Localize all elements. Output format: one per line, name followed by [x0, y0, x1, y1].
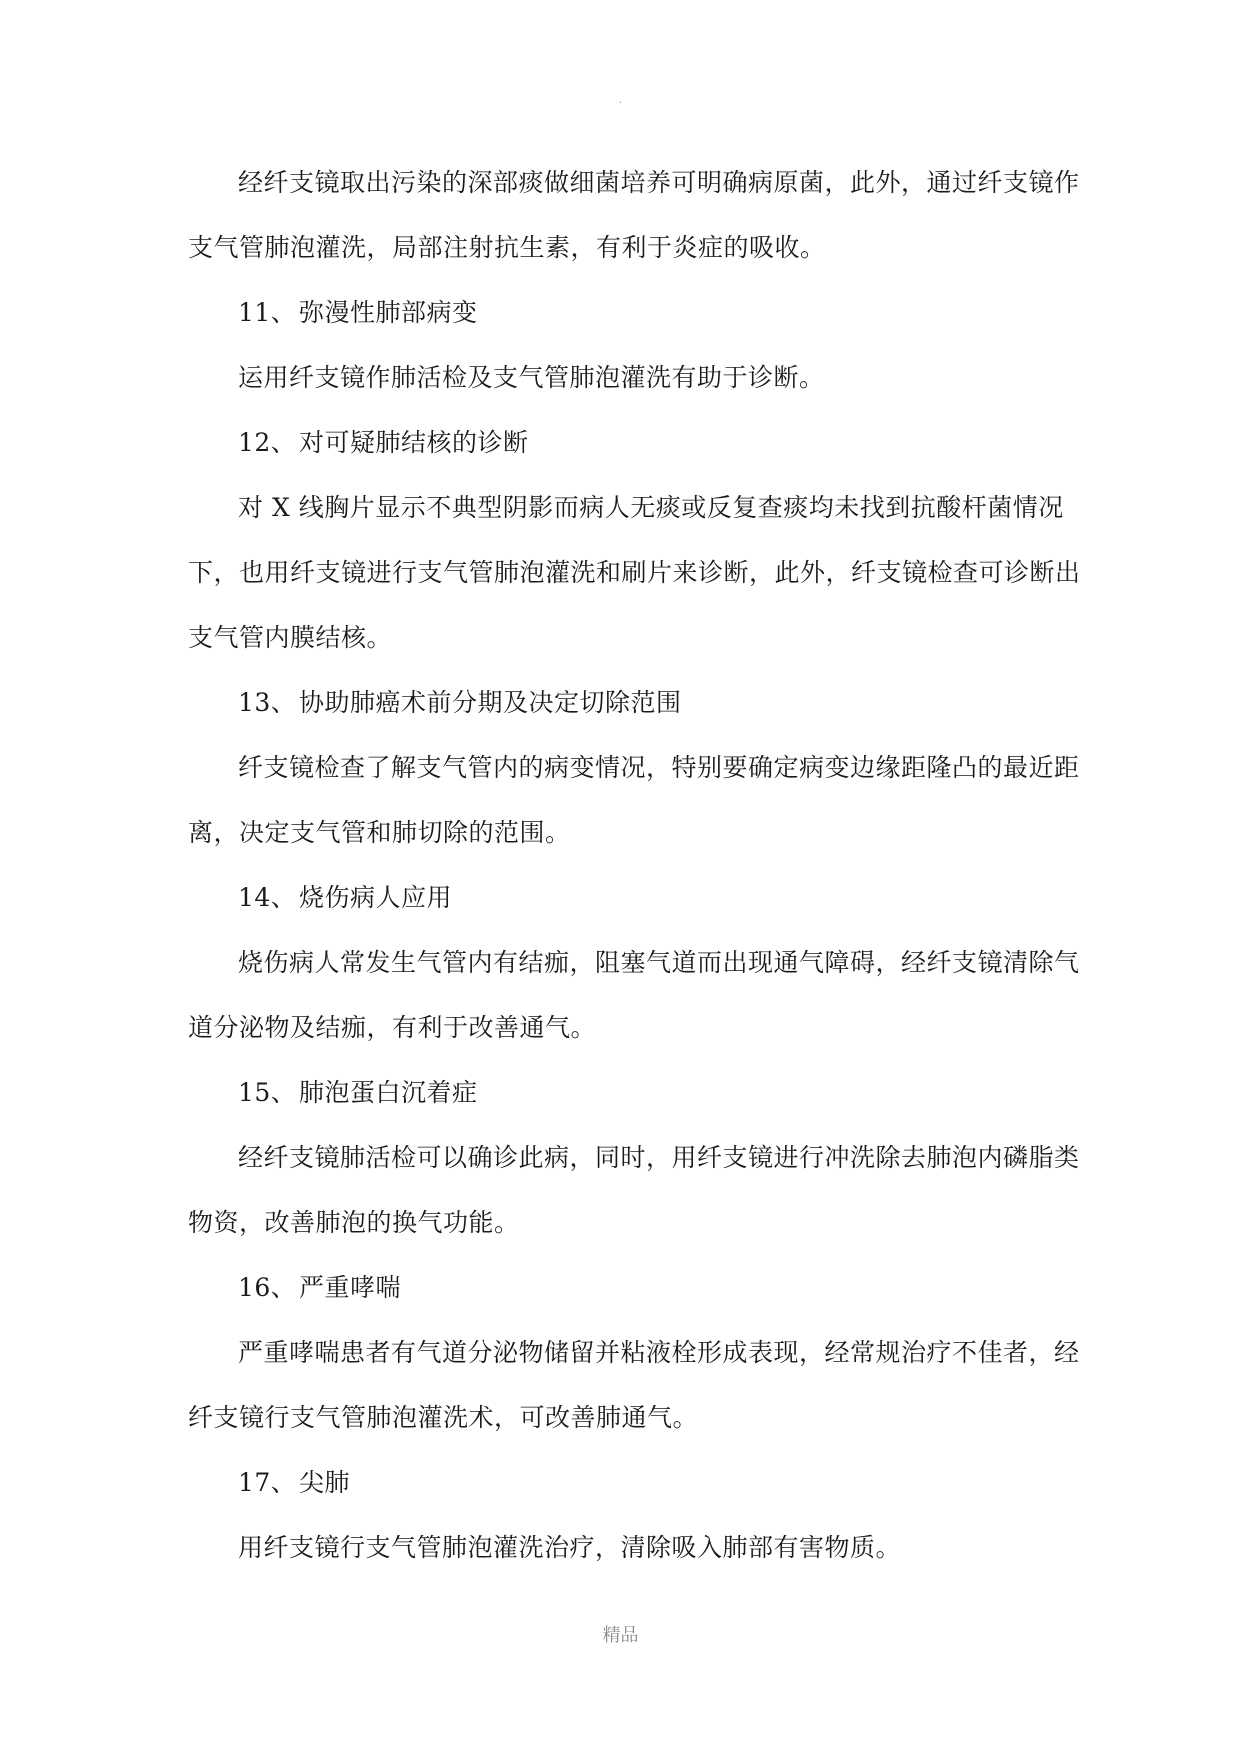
paragraph-line: 支气管内膜结核。: [188, 623, 393, 652]
section-heading-12: [188, 410, 1060, 475]
section-heading-17: [188, 1450, 1060, 1515]
section-heading-13: [188, 670, 1060, 735]
section-heading-11: [188, 280, 1060, 345]
paragraph-line: 对 X 线胸片显示不典型阴影而病人无痰或反复查痰均未找到抗酸杆菌情况: [238, 493, 1064, 522]
paragraph-line: 烧伤病人常发生气管内有结痂，阻塞气道而出现通气障碍，经纤支镜清除气: [238, 948, 1080, 977]
paragraph-line: 用纤支镜行支气管肺泡灌洗治疗，清除吸入肺部有害物质。: [238, 1533, 902, 1562]
paragraph-line: 运用纤支镜作肺活检及支气管肺泡灌洗有助于诊断。: [238, 363, 825, 392]
paragraph-line: 支气管肺泡灌洗，局部注射抗生素，有利于炎症的吸收。: [188, 233, 826, 262]
paragraph-line: 严重哮喘患者有气道分泌物储留并粘液栓形成表现，经常规治疗不佳者，经: [238, 1338, 1080, 1367]
paragraph-line: 纤支镜检查了解支气管内的病变情况，特别要确定病变边缘距隆凸的最近距: [238, 753, 1080, 782]
heading-number: 16、: [238, 1273, 297, 1302]
heading-title: 协助肺癌术前分期及决定切除范围: [299, 688, 682, 717]
section-heading-14: [188, 865, 1060, 930]
paragraph-line: 经纤支镜肺活检可以确诊此病，同时，用纤支镜进行冲洗除去肺泡内磷脂类: [238, 1143, 1080, 1172]
heading-number: 17、: [238, 1468, 297, 1497]
paragraph-line: 离，决定支气管和肺切除的范围。: [188, 818, 571, 847]
heading-title: 肺泡蛋白沉着症: [299, 1078, 478, 1107]
section-heading-16: [188, 1255, 1060, 1320]
heading-number: 13、: [238, 688, 297, 717]
header-mark: .: [618, 95, 623, 106]
page-footer: 精品: [602, 1625, 639, 1646]
heading-title: 对可疑肺结核的诊断: [299, 428, 529, 457]
section-heading-15: [188, 1060, 1060, 1125]
heading-number: 12、: [238, 428, 297, 457]
paragraph-line: 经纤支镜取出污染的深部痰做细菌培养可明确病原菌，此外，通过纤支镜作: [238, 168, 1080, 197]
heading-number: 15、: [238, 1078, 297, 1107]
paragraph-line: 纤支镜行支气管肺泡灌洗术，可改善肺通气。: [188, 1403, 699, 1432]
document-body: [188, 150, 1081, 1580]
heading-title: 烧伤病人应用: [299, 883, 453, 912]
paragraph-line: 物资，改善肺泡的换气功能。: [188, 1208, 520, 1237]
heading-title: 弥漫性肺部病变: [299, 298, 478, 327]
heading-number: 14、: [238, 883, 297, 912]
paragraph-line: 下，也用纤支镜进行支气管肺泡灌洗和刷片来诊断，此外，纤支镜检查可诊断出: [188, 558, 1081, 587]
heading-title: 严重哮喘: [299, 1273, 402, 1302]
heading-title: 尖肺: [299, 1468, 351, 1497]
paragraph-line: 道分泌物及结痂，有利于改善通气。: [188, 1013, 597, 1042]
heading-number: 11、: [238, 298, 297, 327]
